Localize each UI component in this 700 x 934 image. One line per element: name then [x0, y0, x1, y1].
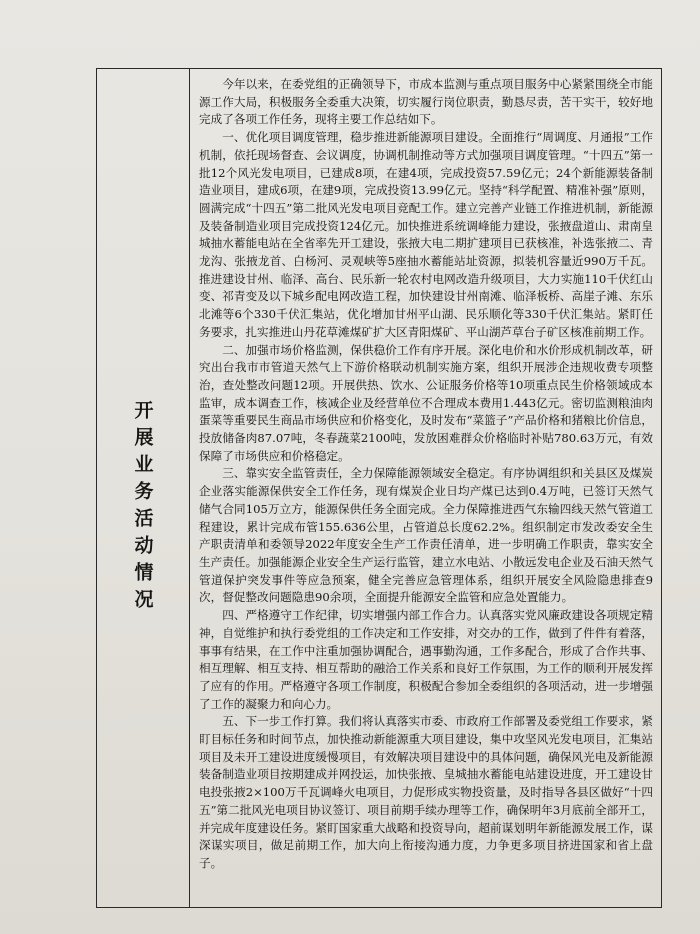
section-1-paragraph: 一、优化项目调度管理，稳步推进新能源项目建设。全面推行“周调度、月通报”工作机制，依托现场督查、会议调度，协调机制推动等方式加强项目调度管理。“十四五”第一批12个风光发电项目，已建成8项，在建4项，完成投资57.59亿元；24个新能源装备制造业项目，建成6项，在建9项，完成投资13.99亿元。坚持“科学配置、精准补强”原则，圆满完成“十四五”第二批风光发电项目竞配工作。建立完善产业链工作推进机制，新能源及装备制造业项目完成投资124亿元。加快推进系统调峰能力建设，张掖盘道山、肃南皇城抽水蓄能电站在全省率先开工建设，张掖大电二期扩建项目已获核准，补选张掖二、青龙沟、张掖龙首、白杨河、灵观峡等5座抽水蓄能站址资源，拟装机容量近990万千瓦。推进建设甘州、临泽、高台、民乐新一轮农村电网改造升级项目，大力实施110千伏红山变、祁青变及以下城乡配电网改造工程，加快建设甘州南滩、临泽板桥、高崖子滩、东乐北滩等6个330千伏汇集站，优化增加甘州平山湖、民乐顺化等330千伏汇集站。紧盯任务要求，扎实推进山丹花草滩煤矿扩大区青阳煤矿、平山湖芦草台子矿区核准前期工作。 [199, 130, 653, 339]
report-table [96, 68, 662, 908]
section-5-paragraph: 五、下一步工作打算。我们将认真落实市委、市政府工作部署及委党组工作要求，紧盯目标任务和时间节点，加快推动新能源重大项目建设，集中攻坚风光发电项目，汇集站项目及未开工建设进度缓慢项目，有效解决项目建设中的具体问题，确保风光电及新能源装备制造业项目按期建成并网投运，加快张掖、皇城抽水蓄能电站建设进度，开工建设甘电投张掖2×100万千瓦调峰火电项目，力促形成实物投资量，及时指导各县区做好“十四五”第二批风光电项目协议签订、项目前期手续办理等工作，确保明年3月底前全部开工，并完成年度建设任务。紧盯国家重大战略和投资导向，超前谋划明年新能源发展工作，谋深谋实项目，做足前期工作，加大向上衔接沟通力度，力争更多项目挤进国家和省上盘子。 [199, 714, 653, 870]
intro-paragraph: 今年以来，在委党组的正确领导下，市成本监测与重点项目服务中心紧紧围绕全市能源工作大局，积极服务全委重大决策，切实履行岗位职责，勤恳尽责，苦干实干，较好地完成了各项工作任务，现将主要工作总结如下。 [199, 77, 653, 127]
row-label: 开展业务活动情况 [131, 400, 154, 616]
row-content-cell [190, 69, 661, 907]
section-4-paragraph: 四、严格遵守工作纪律，切实增强内部工作合力。认真落实党风廉政建设各项规定精神，自觉维护和执行委党组的工作决定和工作安排，对交办的工作，做到了件件有着落，事事有结果，在工作中注重加强协调配合，遇事勤沟通，工作多配合，形成了合作共事、相互理解、相互支持、相互帮助的融洽工作关系和良好工作氛围，为工作的顺利开展发挥了应有的作用。严格遵守各项工作制度，积极配合参加全委组织的各项活动，进一步增强了工作的凝聚力和向心力。 [199, 608, 653, 711]
section-3-paragraph: 三、靠实安全监管责任，全力保障能源领域安全稳定。有序协调组织和关县区及煤炭企业落实能源保供安全工作任务，现有煤炭企业日均产煤已达到0.4万吨，已签订天然气储气合同105万立方，能源保供任务全面完成。全力保障推进西气东输四线天然气管道工程建设，累计完成布管155.636公里，占管道总长度62.2%。组织制定市发改委安全生产职责清单和委领导2022年度安全生产工作责任清单，进一步明确工作职责，靠实安全生产责任。加强能源企业安全生产运行监管，建立水电站、小散远发电企业及石油天然气管道保护突发事件等应急预案，健全完善应急管理体系，组织开展安全风险隐患排查9次，督促整改问题隐患90余项，全面提升能源安全监管和应急处置能力。 [199, 466, 653, 605]
section-2-paragraph: 二、加强市场价格监测，保供稳价工作有序开展。深化电价和水价形成机制改革，研究出台我市市管道天然气上下游价格联动机制实施方案，组织开展涉企违规收费专项整治，查处整改问题12项。开展供热、饮水、公证服务价格等10项重点民生价格领域成本监审，成本调查工作，核减企业及经营单位不合理成本费用1.443亿元。密切监测粮油肉蛋菜等重要民生商品市场供应和价格变化，及时发布“菜篮子”产品价格和猪粮比价信息，投放储备肉87.07吨，冬春蔬菜2100吨，发放困难群众价格临时补贴780.63万元，有效保障了市场供应和价格稳定。 [199, 342, 653, 463]
row-label-cell [97, 69, 190, 907]
